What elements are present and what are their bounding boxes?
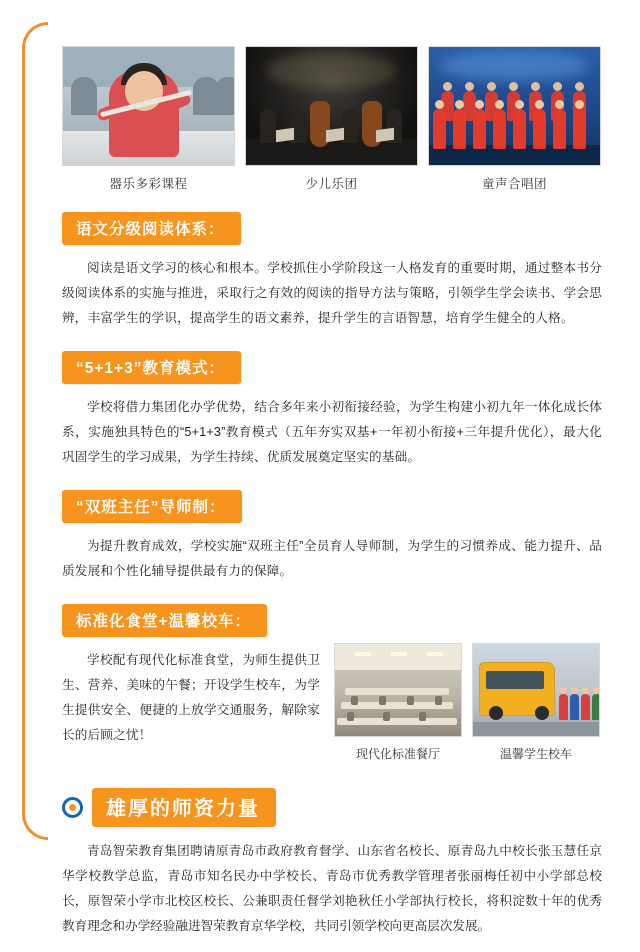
section-title-education-model: “5+1+3”教育模式： bbox=[62, 351, 241, 384]
dining-stool bbox=[347, 712, 354, 721]
bus-windows bbox=[486, 671, 544, 689]
music-stand bbox=[376, 128, 394, 143]
photo-caption: 温馨学生校车 bbox=[499, 747, 572, 761]
section-title-canteen-and-bus: 标准化食堂+温馨校车： bbox=[62, 604, 267, 637]
ceiling-lamp bbox=[355, 652, 371, 656]
music-stand bbox=[326, 128, 344, 143]
major-section-title-faculty: 雄厚的师资力量 bbox=[92, 788, 276, 827]
childrens-choir-photo bbox=[428, 46, 601, 166]
page-border-left-rule bbox=[22, 46, 25, 816]
bus-wheel bbox=[489, 706, 503, 720]
childrens-orchestra-photo bbox=[245, 46, 418, 166]
student-in-line bbox=[570, 694, 579, 720]
section-reading-system bbox=[62, 212, 602, 331]
choir-singer bbox=[513, 109, 526, 149]
section-canteen-and-bus bbox=[62, 604, 602, 762]
ceiling-lamp bbox=[391, 652, 407, 656]
flute-class-photo bbox=[62, 46, 235, 166]
photo-caption: 少儿乐团 bbox=[305, 177, 358, 191]
dining-stool bbox=[435, 696, 442, 705]
musician bbox=[260, 109, 276, 143]
section-title-dual-homeroom-teacher: “双班主任”导师制： bbox=[62, 490, 242, 523]
section-body-dual-homeroom-teacher: 为提升教育成效，学校实施“双班主任”全员育人导师制，为学生的习惯养成、能力提升、品质发展和个性化辅导提供最有力的保障。 bbox=[62, 539, 602, 578]
choir-singer bbox=[553, 109, 566, 149]
dining-stool bbox=[407, 696, 414, 705]
road-ground bbox=[473, 722, 599, 736]
photo-cell bbox=[334, 643, 462, 762]
photo-cell bbox=[472, 643, 600, 762]
photo-caption: 现代化标准餐厅 bbox=[355, 747, 440, 761]
ceiling-lamp bbox=[427, 652, 443, 656]
major-section-body-faculty: 青岛智荣教育集团聘请原青岛市政府教育督学、山东省名校长、原青岛九中校长张玉慧任京华学校教学总监，青岛市知名民办中学校长、青岛市优秀教学管理者张丽梅任初中小学部总校长，原智荣小学市北校区校长、公兼职责任督学刘艳秋任小学部执行校长，将积淀数十年的优秀教育理念和办学经验融进智荣教育京华学校，共同引领学校向更高层次发展。 bbox=[62, 844, 602, 933]
student-in-line bbox=[592, 694, 600, 720]
choir-singer bbox=[473, 109, 486, 149]
section-title-reading-system: 语文分级阅读体系： bbox=[62, 212, 241, 245]
page-border-bottom-left-corner bbox=[22, 814, 48, 840]
dining-stool bbox=[419, 712, 426, 721]
section-body-reading-system: 阅读是语文学习的核心和根本。学校抓住小学阶段这一人格发育的重要时期，通过整本书分级阅读体系的实施与推进，采取行之有效的阅读的指导方法与策略，引领学生学会读书、学会思辨，丰富学生的学识，提高学生的语文素养，提升学生的言语智慧，培育学生健全的人格。 bbox=[62, 261, 602, 325]
bus-wheel bbox=[535, 706, 549, 720]
canteen-photo bbox=[334, 643, 462, 737]
canteen-ceiling bbox=[335, 644, 461, 670]
section-canteen-and-bus-text bbox=[62, 637, 320, 748]
student-in-line bbox=[581, 694, 590, 720]
circle-bullet-icon bbox=[62, 797, 83, 818]
photo-caption: 童声合唱团 bbox=[481, 177, 547, 191]
section-dual-homeroom-teacher bbox=[62, 490, 602, 584]
musician bbox=[342, 109, 358, 143]
photo-caption: 器乐多彩课程 bbox=[109, 177, 188, 191]
dining-stool bbox=[351, 696, 358, 705]
stage-light-glow bbox=[266, 53, 396, 89]
side-photo-row bbox=[334, 643, 600, 762]
section-education-model bbox=[62, 351, 602, 470]
dining-stool bbox=[383, 712, 390, 721]
dining-stool bbox=[379, 696, 386, 705]
top-photo-row bbox=[62, 46, 602, 192]
dining-table bbox=[337, 718, 457, 725]
photo-cell bbox=[245, 46, 418, 192]
music-stand bbox=[276, 128, 294, 143]
photo-cell bbox=[428, 46, 601, 192]
photo-cell bbox=[62, 46, 235, 192]
choir-singer bbox=[453, 109, 466, 149]
background-student bbox=[215, 77, 235, 115]
choir-singer bbox=[533, 109, 546, 149]
section-canteen-and-bus-layout bbox=[62, 637, 602, 762]
section-body-canteen-and-bus: 学校配有现代化标准食堂，为师生提供卫生、营养、美味的午餐；开设学生校车，为学生提供安全、便捷的上放学交通服务，解除家长的后顾之忧！ bbox=[62, 653, 320, 742]
page-content bbox=[62, 46, 602, 952]
page-border-top-left-corner bbox=[22, 22, 48, 48]
school-bus-photo bbox=[472, 643, 600, 737]
stage-backlight bbox=[439, 51, 589, 81]
background-student bbox=[71, 77, 97, 115]
student-in-line bbox=[559, 694, 568, 720]
section-body-education-model: 学校将借力集团化办学优势，结合多年来小初衔接经验，为学生构建小初九年一体化成长体系，实施独具特色的“5+1+3”教育模式（五年夯实双基+一年初小衔接+三年提升优化），最大化巩固学生的学习成果，为学生持续、优质发展奠定坚实的基础。 bbox=[62, 400, 602, 464]
choir-singer bbox=[573, 109, 586, 149]
major-section-header-faculty bbox=[62, 788, 602, 827]
choir-singer bbox=[433, 109, 446, 149]
dining-table bbox=[345, 688, 449, 695]
choir-singer bbox=[493, 109, 506, 149]
